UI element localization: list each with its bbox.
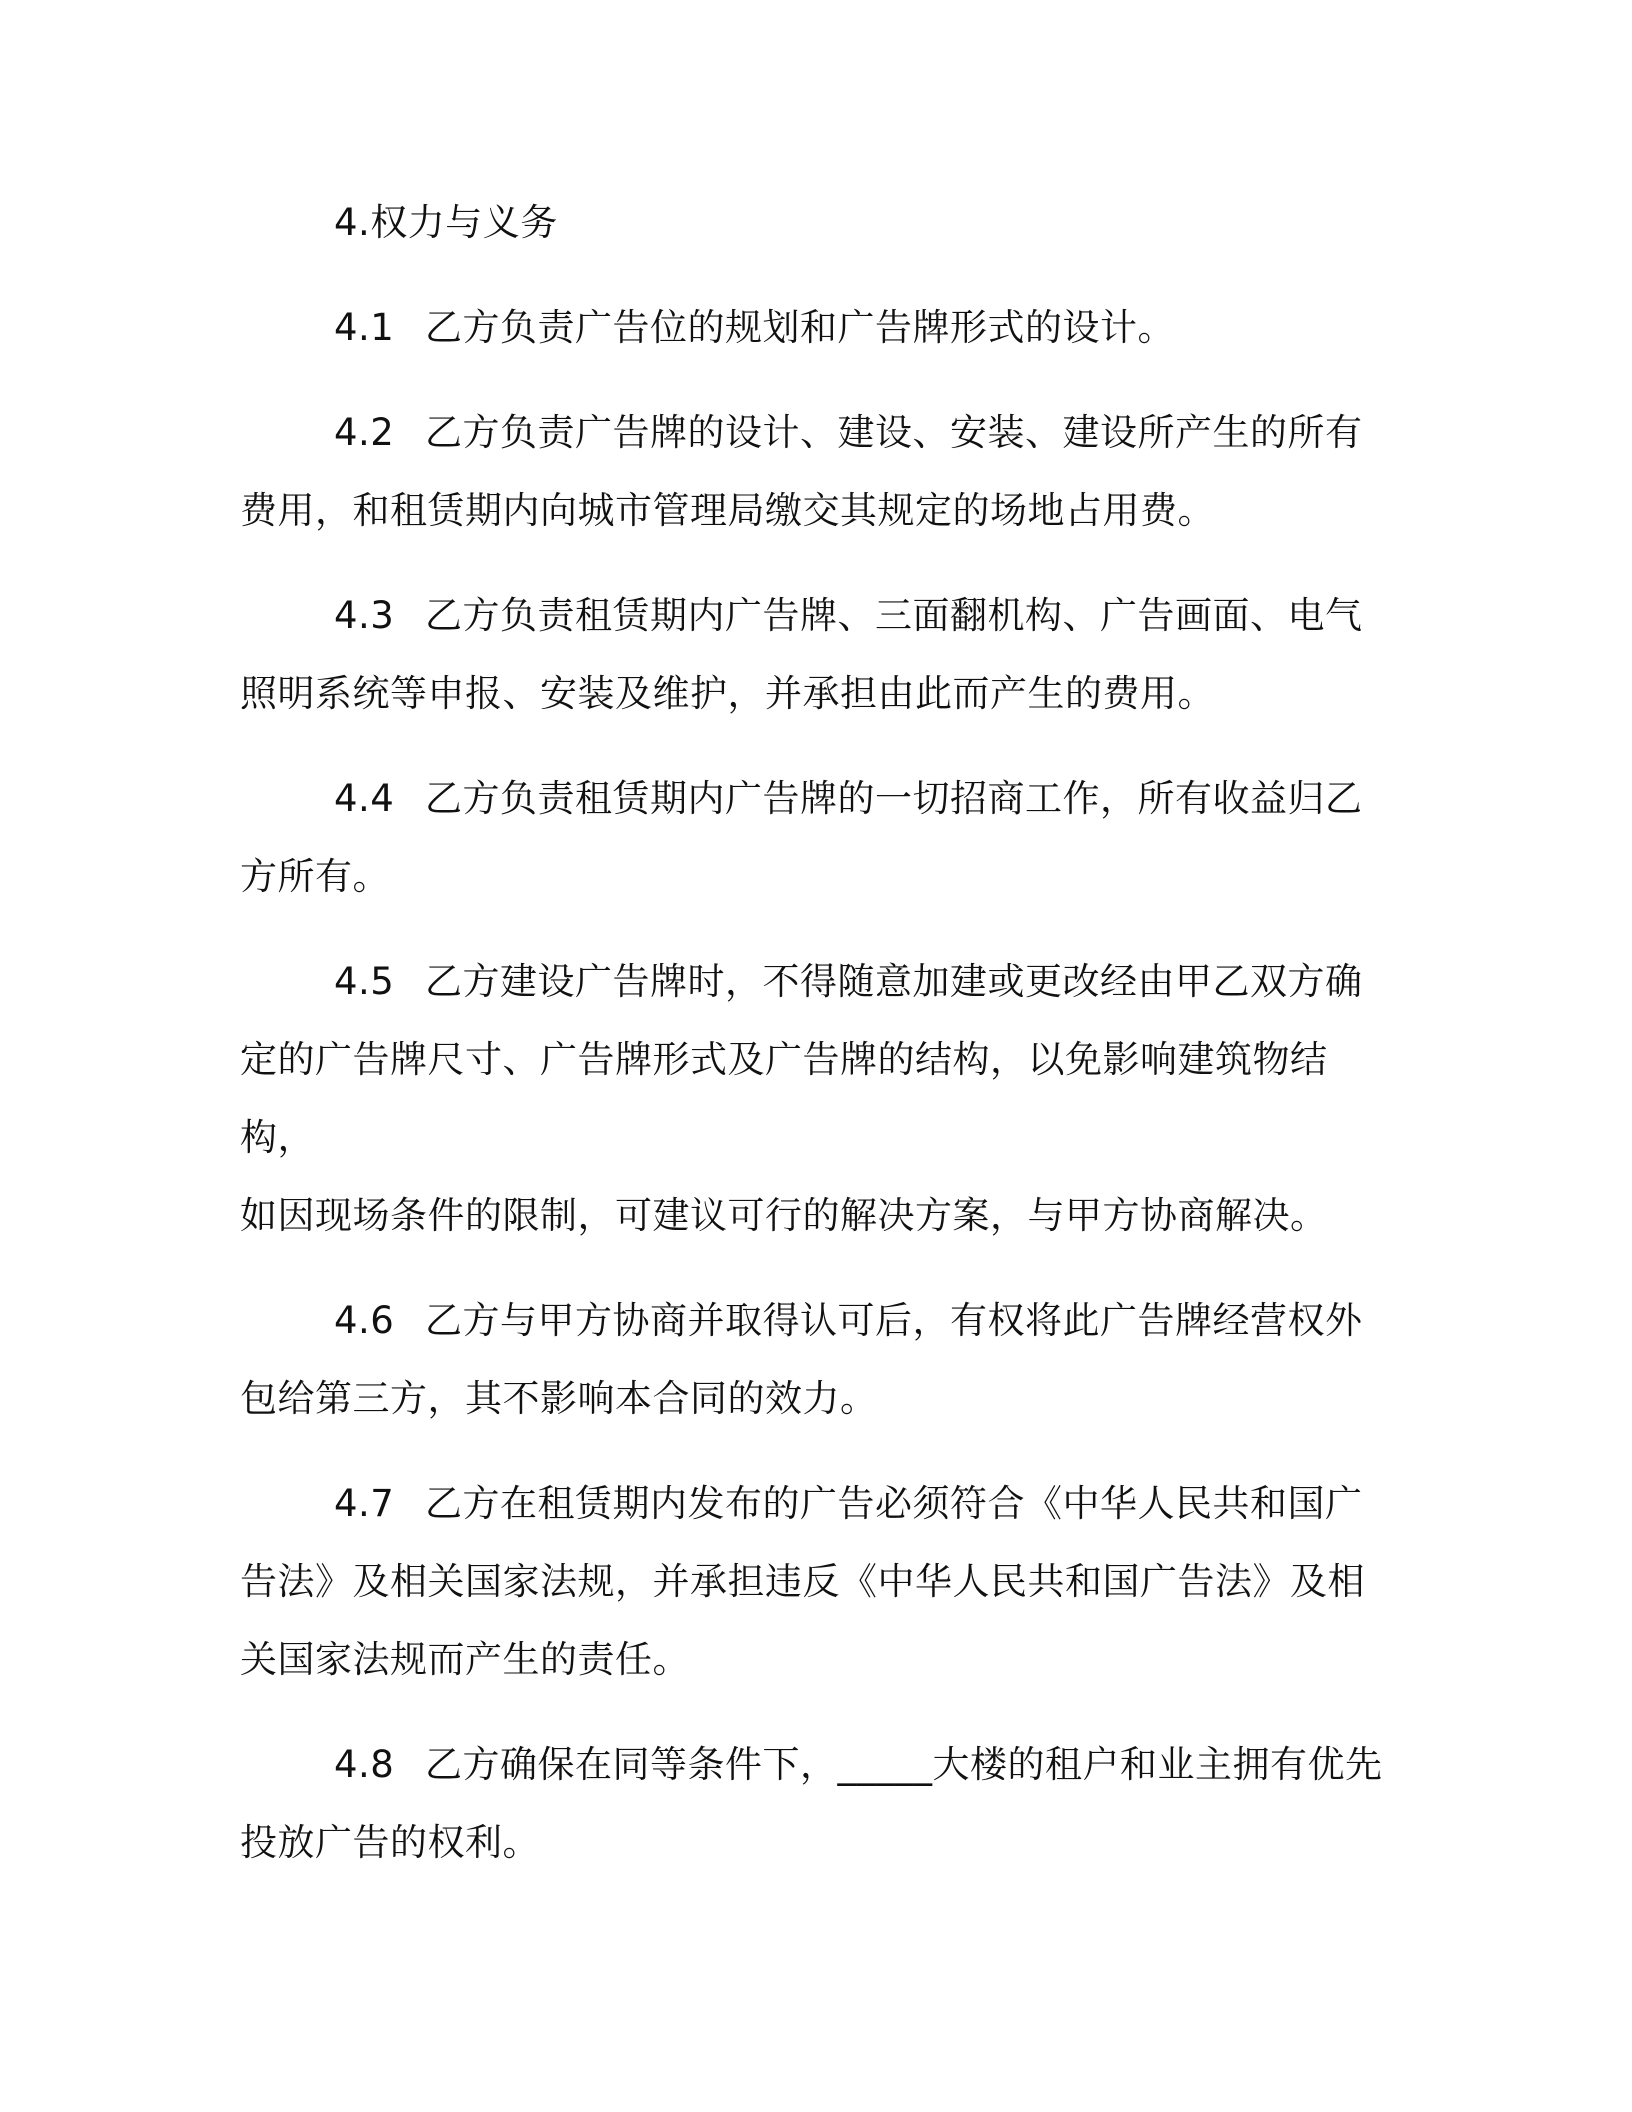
clause-number: 4.4: [334, 777, 395, 820]
clause-text-line: 乙方在租赁期内发布的广告必须符合《中华人民共和国广: [425, 1482, 1363, 1525]
clause-text-line: 关国家法规而产生的责任。: [240, 1638, 690, 1681]
clause-text-line: 投放广告的权利。: [240, 1821, 540, 1864]
clause-4-7: [240, 1465, 1400, 1699]
clause-text-line: 乙方负责租赁期内广告牌的一切招商工作，所有收益归乙: [425, 777, 1363, 820]
clause-text-line: 告法》及相关国家法规，并承担违反《中华人民共和国广告法》及相: [240, 1560, 1365, 1603]
clause-text-line: 乙方负责租赁期内广告牌、三面翻机构、广告画面、电气: [425, 594, 1363, 637]
clause-text-line: 方所有。: [240, 855, 390, 898]
clause-number: 4.6: [334, 1299, 395, 1342]
clause-4-8: [240, 1726, 1400, 1882]
clause-number: 4.5: [334, 960, 395, 1003]
clause-number: 4.7: [334, 1482, 395, 1525]
clause-text-line: 费用，和租赁期内向城市管理局缴交其规定的场地占用费。: [240, 489, 1215, 532]
section-heading: 4.权力与义务: [334, 201, 558, 244]
clause-4-6: [240, 1282, 1400, 1438]
clause-number: 4.1: [334, 306, 395, 349]
document-body: [240, 184, 1400, 1909]
clause-text-line: 包给第三方，其不影响本合同的效力。: [240, 1377, 878, 1420]
clause-text-line: 如因现场条件的限制，可建议可行的解决方案，与甲方协商解决。: [240, 1194, 1328, 1237]
clause-4-4: [240, 760, 1400, 916]
clause-text-line: 照明系统等申报、安装及维护，并承担由此而产生的费用。: [240, 672, 1215, 715]
clause-text-line: 乙方与甲方协商并取得认可后，有权将此广告牌经营权外: [425, 1299, 1363, 1342]
clause-4-2: [240, 394, 1400, 550]
clause-4-5: [240, 943, 1400, 1255]
clause-text-line: 乙方负责广告牌的设计、建设、安装、建设所产生的所有: [425, 411, 1363, 454]
clause-4-3: [240, 577, 1400, 733]
clause-text-line: 乙方建设广告牌时，不得随意加建或更改经由甲乙双方确: [425, 960, 1363, 1003]
clause-number: 4.3: [334, 594, 395, 637]
clause-4-1: [240, 289, 1400, 367]
clause-text-line: 定的广告牌尺寸、广告牌形式及广告牌的结构，以免影响建筑物结构，: [240, 1038, 1328, 1159]
clause-number: 4.8: [334, 1743, 395, 1786]
clause-text-line: 乙方确保在同等条件下，_____大楼的租户和业主拥有优先: [425, 1743, 1383, 1786]
clause-text-line: 乙方负责广告位的规划和广告牌形式的设计。: [425, 306, 1175, 349]
clause-number: 4.2: [334, 411, 395, 454]
